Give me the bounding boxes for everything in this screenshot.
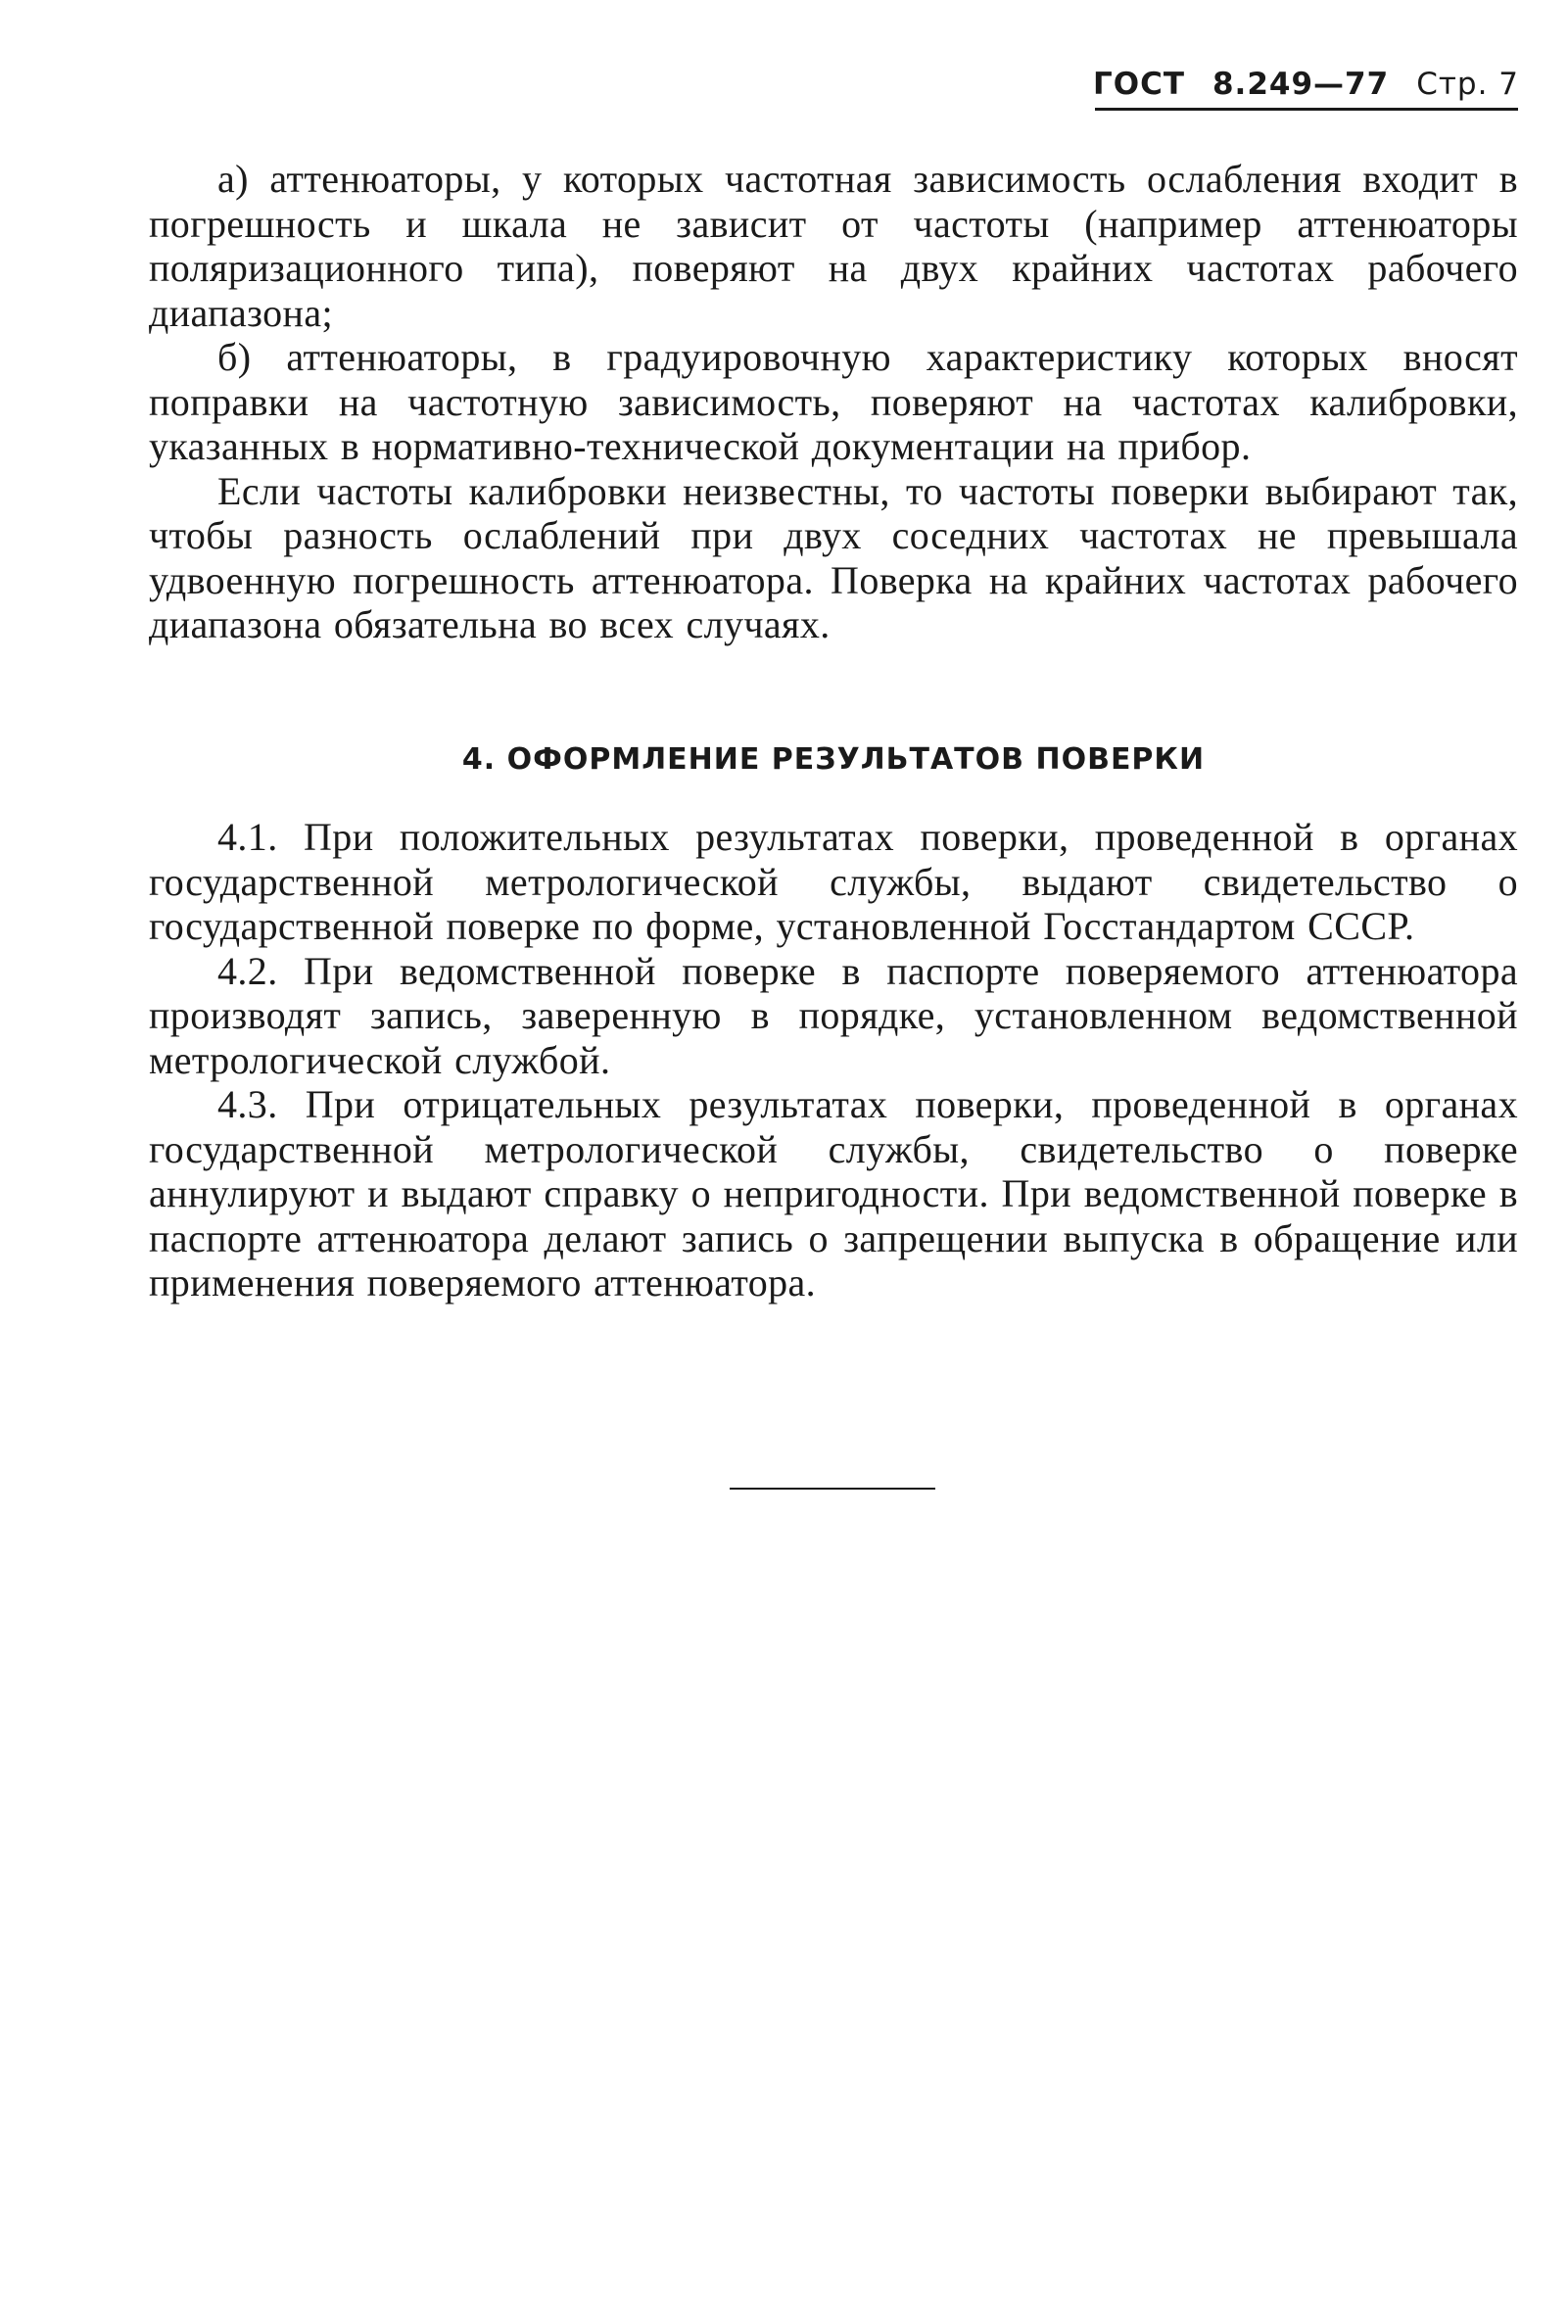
end-divider — [730, 1488, 935, 1490]
paragraph-a: а) аттенюаторы, у которых частотная зависимость ослабления входит в погрешность и шкала не зависит от частоты (например аттенюаторы поляризационного типа), поверяют на двух крайних частотах рабочего диапазона; — [149, 157, 1518, 335]
section-heading: 4. ОФОРМЛЕНИЕ РЕЗУЛЬТАТОВ ПОВЕРКИ — [461, 742, 1206, 777]
header-rule — [1095, 108, 1518, 111]
page-number: Стр. 7 — [1416, 67, 1519, 102]
section-text-block — [149, 815, 1518, 1305]
standard-number: 8.249—77 — [1212, 67, 1390, 102]
running-header — [1093, 67, 1519, 102]
paragraph-frequency-note: Если частоты калибровки неизвестны, то частоты поверки выбирают так, чтобы разность ослаблений при двух соседних частотах не превышала удвоенную погрешность аттенюатора. Поверка на крайних частотах рабочего диапазона обязательна во всех случаях. — [149, 468, 1518, 646]
paragraph-4-3: 4.3. При отрицательных результатах поверки, проведенной в органах государственной метрологической службы, свидетельство о поверке аннулируют и выдают справку о непригодности. При ведомственной поверке в паспорте аттенюатора делают запись о запрещении выпуска в обращение или применения поверяемого аттенюатора. — [149, 1082, 1518, 1304]
paragraph-b: б) аттенюаторы, в градуировочную характеристику которых вносят поправки на частотную зависимость, поверяют на частотах калибровки, указанных в нормативно-технической документации на прибор. — [149, 335, 1518, 468]
paragraph-4-2: 4.2. При ведомственной поверке в паспорте поверяемого аттенюатора производят запись, заверенную в порядке, установленном ведомственной метрологической службой. — [149, 948, 1518, 1082]
standard-label: ГОСТ — [1092, 67, 1185, 102]
intro-text-block — [149, 157, 1518, 647]
paragraph-4-1: 4.1. При положительных результатах поверки, проведенной в органах государственной метрологической службы, выдают свидетельство о государственной поверке по форме, установленной Госстандартом СССР. — [149, 815, 1518, 948]
